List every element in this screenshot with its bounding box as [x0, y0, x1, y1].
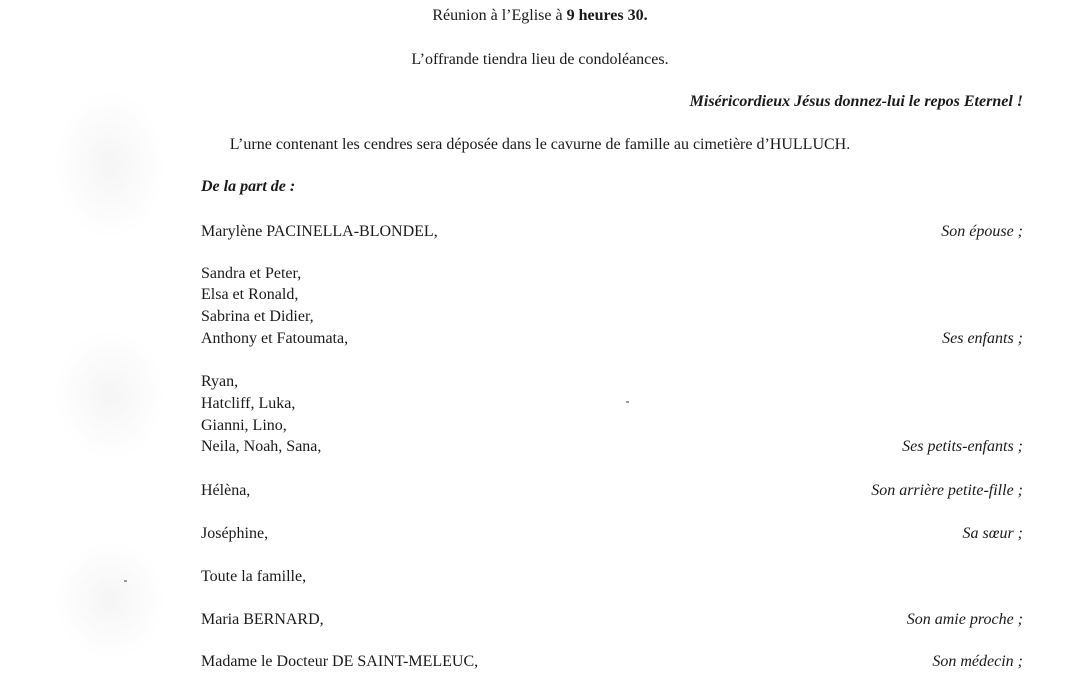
name-line: Gianni, Lino,	[201, 417, 287, 434]
name-line: Anthony et Fatoumata,	[201, 330, 349, 347]
from-heading: De la part de :	[201, 178, 296, 195]
relation-label: Son médecin ;	[932, 653, 1023, 670]
name-line: Marylène PACINELLA-BLONDEL,	[201, 223, 438, 240]
scan-speck	[124, 580, 127, 582]
name-line: Hélèna,	[201, 482, 251, 499]
name-line: Maria BERNARD,	[201, 611, 324, 628]
scan-smudge	[55, 90, 165, 240]
reunion-line	[0, 6, 1080, 26]
name-line: Madame le Docteur DE SAINT-MELEUC,	[201, 653, 479, 670]
relation-label: Ses petits-enfants ;	[902, 438, 1023, 455]
relation-label: Son épouse ;	[941, 223, 1023, 240]
name-line: Ryan,	[201, 373, 239, 390]
name-line: Elsa et Ronald,	[201, 286, 299, 303]
relation-label: Ses enfants ;	[942, 330, 1023, 347]
name-line: Neila, Noah, Sana,	[201, 438, 322, 455]
name-line: Toute la famille,	[201, 568, 307, 585]
name-line: Sandra et Peter,	[201, 265, 302, 282]
relation-label: Son amie proche ;	[906, 611, 1023, 628]
relation-label: Son arrière petite-fille ;	[871, 482, 1023, 499]
reunion-time: 9 heures 30.	[566, 7, 648, 24]
relation-label: Sa sœur ;	[962, 525, 1023, 542]
urne-line: L’urne contenant les cendres sera déposée dans le cavurne de famille au cimetière d’HULLUCH.	[229, 136, 851, 153]
reunion-prefix: Réunion à l’Eglise à	[432, 7, 567, 24]
offrande-line: L’offrande tiendra lieu de condoléances.	[411, 51, 669, 68]
name-line: Joséphine,	[201, 525, 269, 542]
scan-speck	[626, 401, 629, 403]
scan-smudge	[55, 540, 165, 660]
name-line: Hatcliff, Luka,	[201, 395, 296, 412]
priere-line: Miséricordieux Jésus donnez-lui le repos Eternel !	[689, 93, 1023, 110]
scan-smudge	[55, 330, 165, 460]
name-line: Sabrina et Didier,	[201, 308, 314, 325]
